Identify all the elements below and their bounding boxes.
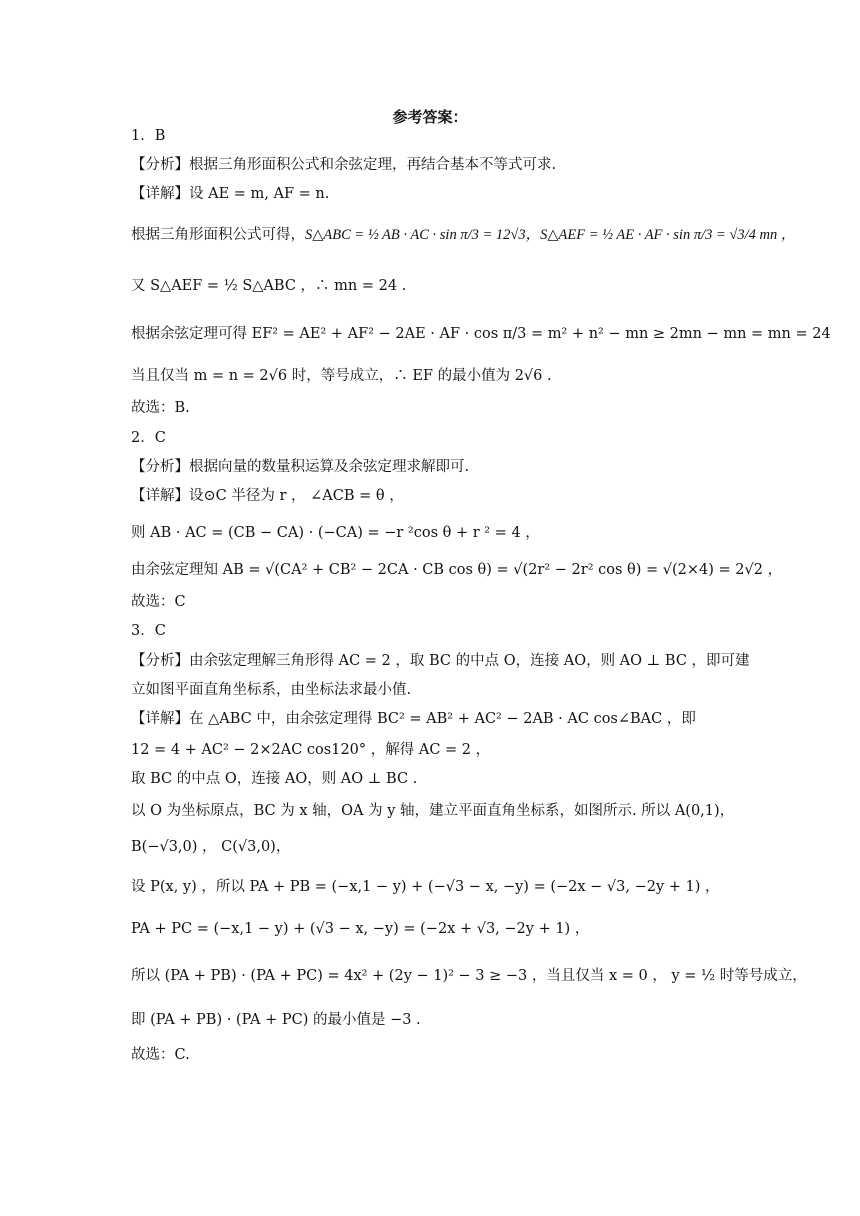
q2-analysis: 【分析】根据向量的数量积运算及余弦定理求解即可. bbox=[131, 459, 470, 475]
q3-detail: 【详解】在 △ABC 中，由余弦定理得 BC² = AB² + AC² − 2AB · AC cos∠BAC ，即 bbox=[131, 711, 696, 727]
q1-analysis: 【分析】根据三角形面积公式和余弦定理，再结合基本不等式可求. bbox=[131, 157, 557, 173]
q1-number: 1．B bbox=[131, 128, 166, 144]
q3-analysis-1: 【分析】由余弦定理解三角形得 AC = 2 ，取 BC 的中点 O，连接 AO，则 AO ⊥ BC ，即可建 bbox=[131, 653, 750, 669]
q1-line-4: 当且仅当 m = n = 2√6 时，等号成立，∴ EF 的最小值为 2√6 . bbox=[131, 368, 552, 384]
q3-number: 3．C bbox=[131, 623, 166, 639]
q3-line-5: 设 P(x, y) ，所以 PA + PB = (−x,1 − y) + (−√3 − x, −y) = (−2x − √3, −2y + 1) ， bbox=[131, 879, 720, 895]
q3-line-3: 以 O 为坐标原点，BC 为 x 轴，OA 为 y 轴，建立平面直角坐标系，如图所示. 所以 A(0,1)， bbox=[131, 803, 735, 819]
q2-answer: 故选：C bbox=[131, 594, 186, 610]
q3-line-2: 取 BC 的中点 O，连接 AO，则 AO ⊥ BC . bbox=[131, 771, 418, 787]
q3-line-7: 所以 (PA + PB) · (PA + PC) = 4x² + (2y − 1)² − 3 ≥ −3 ，当且仅当 x = 0 ， y = ½ 时等号成立， bbox=[131, 968, 807, 984]
q3-analysis-2: 立如图平面直角坐标系，由坐标法求最小值. bbox=[131, 682, 412, 698]
q1-detail: 【详解】设 AE = m, AF = n. bbox=[131, 186, 330, 202]
q2-line-1: 则 AB · AC = (CB − CA) · (−CA) = −r ²cos θ + r ² = 4 ， bbox=[131, 525, 540, 541]
q2-detail: 【详解】设⊙C 半径为 r ， ∠ACB = θ ， bbox=[131, 488, 404, 504]
page-title: 参考答案： bbox=[392, 108, 468, 126]
q3-line-8: 即 (PA + PB) · (PA + PC) 的最小值是 −3 . bbox=[131, 1012, 421, 1028]
q1-area-formulas: S△ABC = ½ AB · AC · sin π/3 = 12√3，S△AEF = ½ AE · AF · sin π/3 = √3/4 mn ， bbox=[305, 227, 796, 243]
q1-line-1 bbox=[131, 225, 795, 245]
q1-answer: 故选：B. bbox=[131, 400, 190, 416]
q2-line-2: 由余弦定理知 AB = √(CA² + CB² − 2CA · CB cos θ) = √(2r² − 2r² cos θ) = √(2×4) = 2√2 ， bbox=[131, 562, 783, 578]
q1-line-2: 又 S△AEF = ½ S△ABC ，∴ mn = 24 . bbox=[131, 278, 407, 294]
q3-line-1: 12 = 4 + AC² − 2×2AC cos120° ，解得 AC = 2 ， bbox=[131, 742, 491, 758]
q2-number: 2．C bbox=[131, 430, 166, 446]
q3-answer: 故选：C. bbox=[131, 1047, 190, 1063]
q1-line-1-lead: 根据三角形面积公式可得， bbox=[131, 227, 305, 243]
q3-line-6: PA + PC = (−x,1 − y) + (√3 − x, −y) = (−2x + √3, −2y + 1) ， bbox=[131, 921, 590, 937]
q1-line-3: 根据余弦定理可得 EF² = AE² + AF² − 2AE · AF · cos π/3 = m² + n² − mn ≥ 2mn − mn = mn = 24 bbox=[131, 326, 831, 342]
q3-line-4: B(−√3,0) ， C(√3,0)， bbox=[131, 839, 291, 855]
